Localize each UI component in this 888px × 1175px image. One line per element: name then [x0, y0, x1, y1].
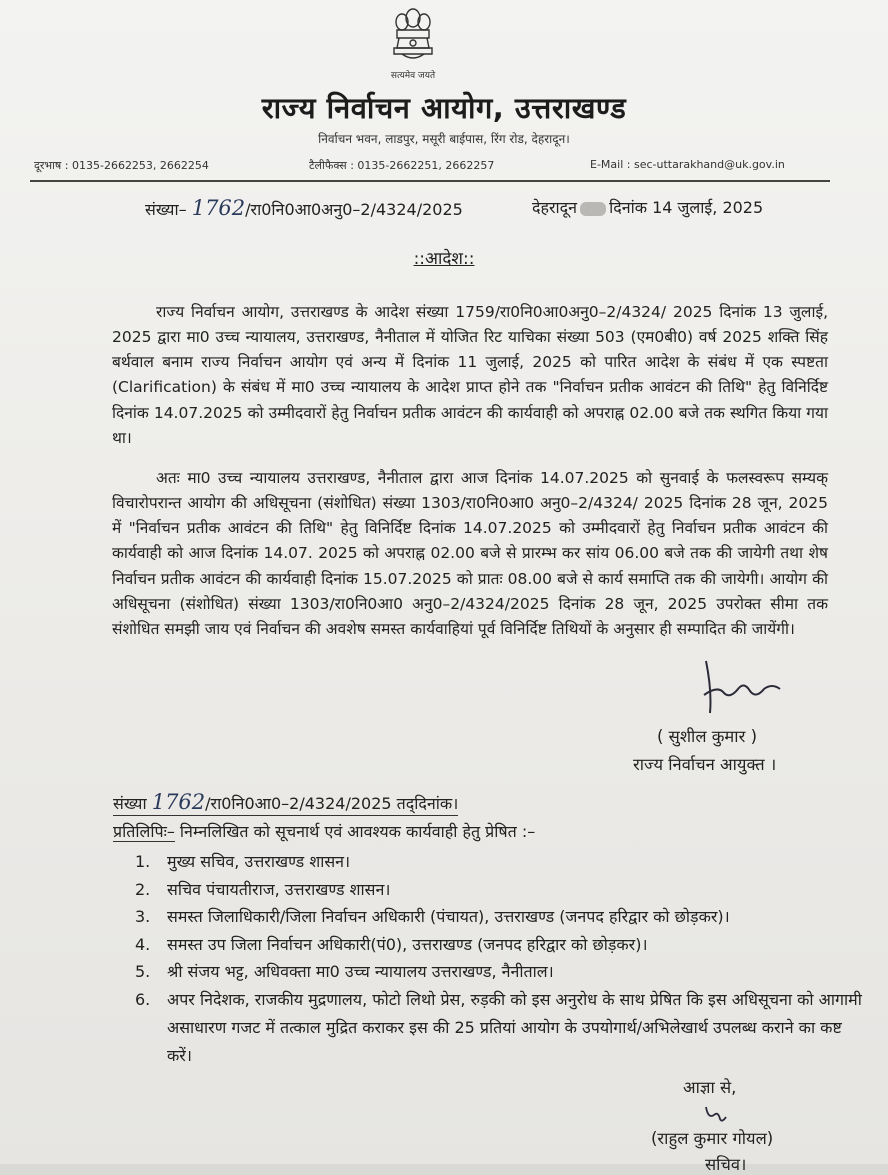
reference-number [145, 196, 463, 220]
secretary-name: (राहुल कुमार गोयल) [651, 1129, 774, 1148]
list-item [135, 848, 865, 876]
list-item-number: 2. [135, 879, 151, 899]
organization-title: राज्य निर्वाचन आयोग, उत्तराखण्ड [261, 91, 627, 125]
order-paragraph-2: अतः मा0 उच्च न्यायालय उत्तराखण्ड, नैनीताल द्वारा आज दिनांक 14.07.2025 को सुनवाई के फलस्वरूप सम्यक् विचारोपरान्त आयोग की अधिसूचना (संशोधित) संख्या 1303/रा0नि0आ0 अनु0–2/4324/ 2025 दिनांक 28 जून, 2025 में "निर्वाचन प्रतीक आवंटन की तिथि" हेतु विनिर्दिष्ट दिनांक 14.07.2025 को उम्मीदवारों हेतु निर्वाचन प्रतीक आवंटन की कार्यवाही को आज दिनांक 14.07. 2025 को अपराह्न 02.00 बजे से प्रारम्भ कर सांय 06.00 बजे तक की जायेगी तथा शेष निर्वाचन प्रतीक आवंटन की कार्यवाही दिनांक 15.07.2025 को प्रातः 08.00 बजे से कार्य समाप्ति तक की जायेगी। आयोग की अधिसूचना (संशोधित) संख्या 1303/रा0नि0आ0 अनु0–2/4324/2025 दिनांक 28 जून, 2025 उपरोक्त सीमा तक संशोधित समझी जाय एवं निर्वाचन की अवशेष समस्त कार्यवाहियां पूर्व विनिर्दिष्ट तिथियों के अनुसार ही सम्पादित की जायेंगी। [112, 468, 828, 639]
copy-reference-number [113, 790, 458, 816]
place: देहरादून [532, 198, 578, 217]
list-item-text: सचिव पंचायतीराज, उत्तराखण्ड शासन। [167, 879, 391, 899]
list-item-number: 5. [135, 962, 151, 981]
list-item-number: 1. [135, 852, 151, 871]
secretary-title: सचिव। [705, 1155, 747, 1174]
copy-intro-label: प्रतिलिपिः– [113, 822, 175, 841]
list-item [135, 931, 865, 959]
order-heading: ::आदेश:: [413, 249, 475, 269]
copy-handwritten-number: 1762 [151, 790, 206, 814]
state-emblem-icon [382, 4, 444, 66]
fax-number: टैलीफैक्स : 0135-2662251, 2662257 [309, 159, 495, 172]
list-item-text: मुख्य सचिव, उत्तराखण्ड शासन। [167, 852, 351, 871]
list-item [135, 903, 865, 931]
list-item [135, 876, 865, 904]
signatory-title: राज्य निर्वाचन आयुक्त । [633, 755, 777, 774]
date: 14 जुलाई, 2025 [652, 198, 764, 217]
list-item-text: श्री संजय भट्ट, अधिवक्ता मा0 उच्च न्यायालय उत्तराखण्ड, नैनीताल। [167, 962, 554, 981]
header-divider [30, 180, 830, 182]
order-paragraph-1: राज्य निर्वाचन आयोग, उत्तराखण्ड के आदेश संख्या 1759/रा0नि0आ0अनु0–2/4324/ 2025 दिनांक 13 जुलाई, 2025 द्वारा मा0 उच्च न्यायालय, उत्तराखण्ड, नैनीताल में योजित रिट याचिका संख्या 503 (एम0बी0) वर्ष 2025 शक्ति सिंह बर्थवाल बनाम राज्य निर्वाचन आयोग एवं अन्य में दिनांक 11 जुलाई, 2025 को पारित आदेश के संबंध में एक स्पष्टता (Clarification) के संबंध में मा0 उच्च न्यायालय के आदेश प्राप्त होने तक "निर्वाचन प्रतीक आवंटन की तिथि" हेतु विनिर्दिष्ट दिनांक 14.07.2025 को उम्मीदवारों हेतु निर्वाचन प्रतीक आवंटन की कार्यवाही को अपराह्न 02.00 बजे तक स्थगित किया गया था। [112, 302, 828, 447]
copy-intro [113, 820, 535, 842]
organization-address: निर्वाचन भवन, लाडपुर, मसूरी बाईपास, रिंग रोड, देहरादून। [318, 132, 570, 146]
reference-label: संख्या– [145, 200, 187, 219]
phone-number: दूरभाष : 0135-2662253, 2662254 [34, 159, 209, 172]
copy-reference-code: /रा0नि0आ0–2/4324/2025 तद्‌दिनांक। [205, 794, 459, 813]
list-item-text: समस्त जिलाधिकारी/जिला निर्वाचन अधिकारी (पंचायत), उत्तराखण्ड (जनपद हरिद्वार को छोड़कर)। [167, 907, 730, 926]
recipient-list [135, 848, 865, 1070]
ink-smudge [580, 202, 606, 216]
list-item-number: 6. [135, 989, 151, 1009]
signatory-name: ( सुशील कुमार ) [657, 727, 758, 746]
signature-scribble [700, 655, 790, 717]
list-item-number: 3. [135, 907, 151, 926]
date-label: दिनांक [609, 198, 648, 217]
list-item-text: समस्त उप जिला निर्वाचन अधिकारी(पं0), उत्तराखण्ड (जनपद हरिद्वार को छोड़कर)। [167, 934, 648, 954]
list-item [135, 958, 865, 986]
list-item [135, 986, 865, 1070]
by-order: आज्ञा से, [683, 1078, 737, 1097]
email-address: E-Mail : sec-uttarakhand@uk.gov.in [590, 158, 785, 171]
list-item-text: अपर निदेशक, राजकीय मुद्रणालय, फोटो लिथो प्रेस, रुड़की को इस अनुरोध के साथ प्रेषित कि इस अधिसूचना को आगामी असाधारण गजट में तत्काल मुद्रित कराकर इस की 25 प्रतियां आयोग के उपयोगार्थ/अभिलेखार्थ उपलब्ध कराने का कष्ट करें। [167, 989, 862, 1065]
handwritten-number: 1762 [191, 196, 246, 220]
place-and-date [532, 196, 763, 218]
reference-code: /रा0नि0आ0अनु0–2/4324/2025 [245, 200, 463, 219]
list-item-number: 4. [135, 934, 151, 954]
copy-intro-text: निम्नलिखित को सूचनार्थ एवं आवश्यक कार्यवाही हेतु प्रेषित :– [174, 822, 536, 841]
emblem-motto: सत्यमेव जयते [390, 71, 436, 81]
initials-scribble [702, 1103, 730, 1125]
copy-reference-label: संख्या [113, 794, 147, 813]
